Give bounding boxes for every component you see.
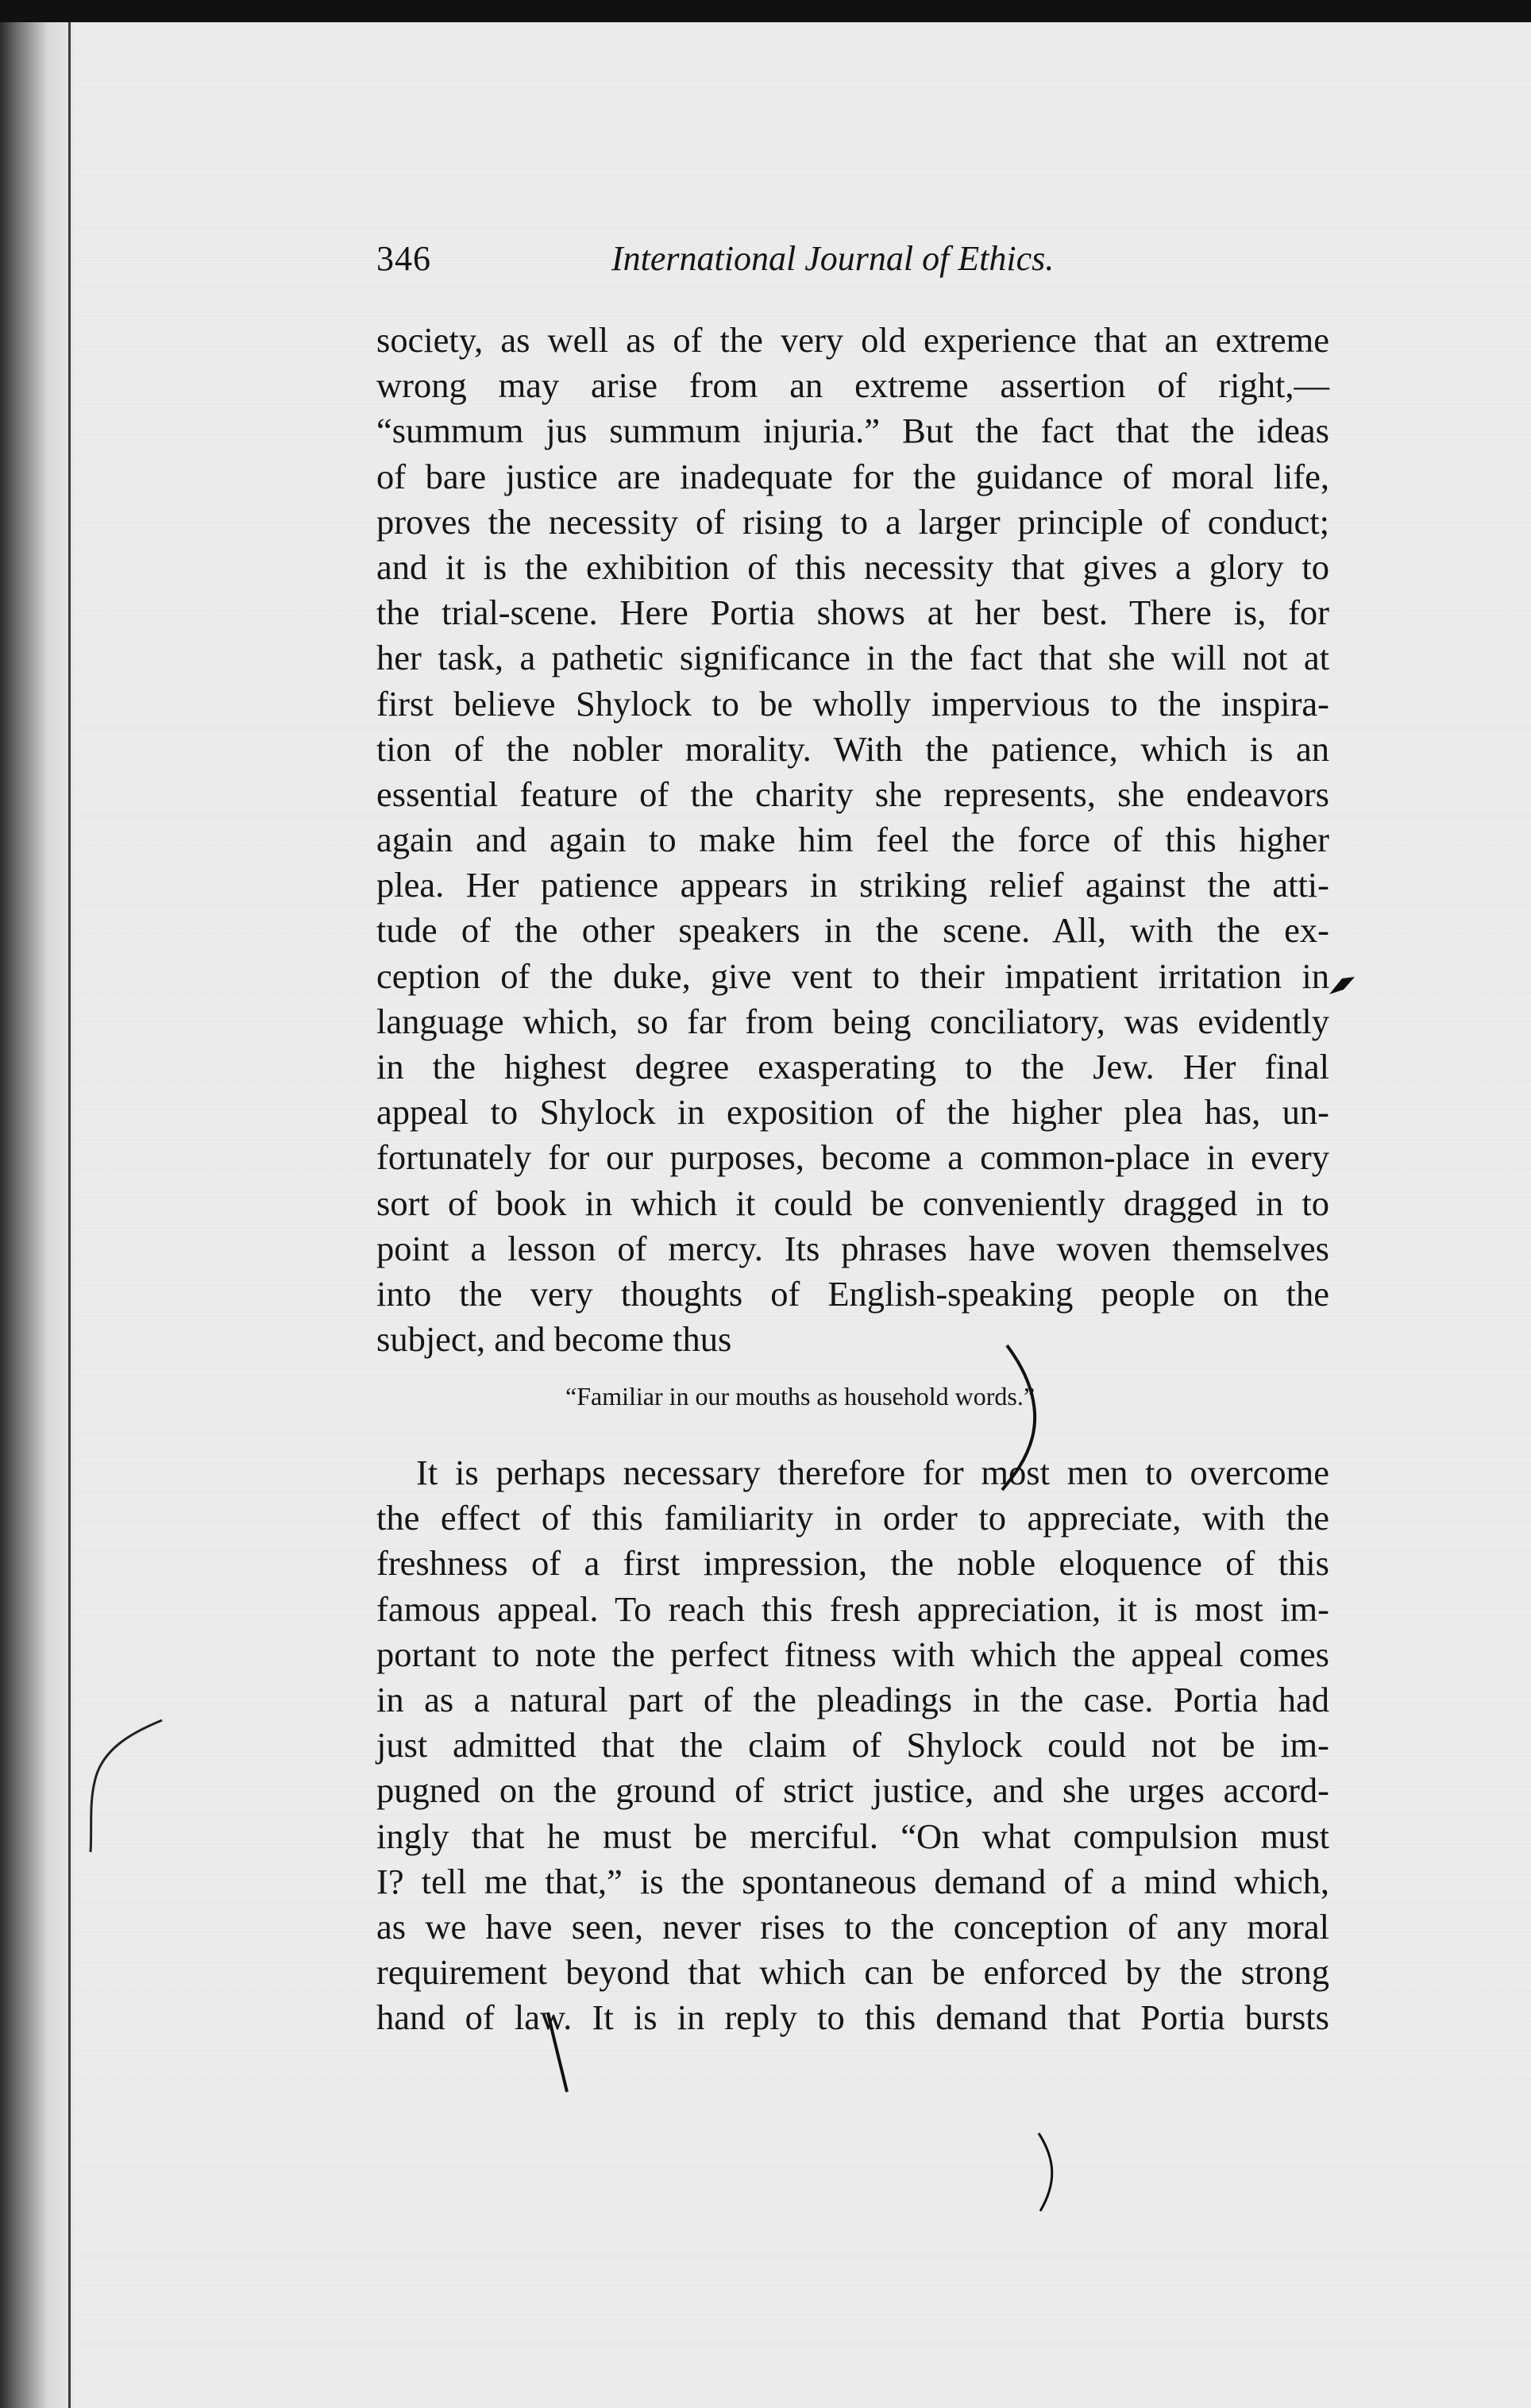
running-header — [376, 238, 1345, 294]
text-line: appeal to Shylock in exposition of the higher plea has, un- — [376, 1092, 1329, 1133]
text-line: proves the necessity of rising to a larger principle of conduct; — [376, 501, 1329, 542]
text-line: again and again to make him feel the force of this higher — [376, 820, 1329, 860]
text-line: famous appeal. To reach this fresh appreciation, it is most im- — [376, 1588, 1329, 1629]
text-line: the effect of this familiarity in order to appreciate, with the — [376, 1498, 1329, 1538]
text-line: just admitted that the claim of Shylock could not be im- — [376, 1725, 1329, 1765]
scan-top-border — [0, 0, 1531, 22]
text-line: hand of law. It is in reply to this demand that Portia bursts — [376, 1997, 1329, 2038]
text-line: language which, so far from being conciliatory, was evidently — [376, 1001, 1329, 1041]
text-line: into the very thoughts of English-speaking people on the — [376, 1273, 1329, 1314]
text-line: I? tell me that,” is the spontaneous demand of a mind which, — [376, 1861, 1329, 1901]
text-line: freshness of a first impression, the noble eloquence of this — [376, 1543, 1329, 1584]
text-line: in the highest degree exasperating to the Jew. Her final — [376, 1047, 1329, 1086]
paragraph-1 — [376, 318, 1329, 1362]
text-line: point a lesson of mercy. Its phrases have woven themselves — [376, 1228, 1329, 1268]
text-line: subject, and become thus — [376, 1319, 732, 1360]
block-quote: “Familiar in our mouths as household words.” — [565, 1382, 1035, 1410]
text-line: essential feature of the charity she represents, she endeavors — [376, 774, 1329, 814]
text-line: as we have seen, never rises to the conception of any moral — [376, 1906, 1329, 1947]
text-line: plea. Her patience appears in striking relief against the atti- — [376, 865, 1329, 905]
text-line: ingly that he must be merciful. “On what compulsion must — [376, 1816, 1329, 1856]
text-line: sort of book in which it could be conveniently dragged in to — [376, 1183, 1329, 1223]
text-line: tude of the other speakers in the scene. All, with the ex- — [376, 910, 1329, 951]
text-line: ception of the duke, give vent to their impatient irritation in — [376, 955, 1329, 996]
journal-title: International Journal of Ethics. — [611, 239, 1055, 278]
text-line: wrong may arise from an extreme assertion of right,— — [376, 365, 1329, 406]
text-line: first believe Shylock to be wholly impervious to the inspira- — [376, 683, 1329, 724]
text-line: and it is the exhibition of this necessity that gives a glory to — [376, 546, 1329, 587]
page-number: 346 — [376, 239, 431, 278]
text-line: her task, a pathetic significance in the fact that she will not at — [376, 638, 1329, 678]
text-line: society, as well as of the very old experience that an extreme — [376, 320, 1329, 360]
paragraph-2 — [376, 1450, 1329, 2040]
text-line: It is perhaps necessary therefore for most men to overcome — [416, 1453, 1329, 1492]
text-line: pugned on the ground of strict justice, and she urges accord- — [376, 1770, 1329, 1811]
text-line: in as a natural part of the pleadings in the case. Portia had — [376, 1679, 1329, 1719]
text-line: tion of the nobler morality. With the patience, which is an — [376, 728, 1329, 769]
text-line: “summum jus summum injuria.” But the fact that the ideas — [376, 411, 1329, 451]
text-line: the trial-scene. Here Portia shows at her best. There is, for — [376, 592, 1329, 633]
text-line: of bare justice are inadequate for the guidance of moral life, — [376, 456, 1329, 496]
scan-left-margin — [0, 22, 73, 2408]
page-edge-line — [68, 22, 71, 2408]
text-line: fortunately for our purposes, become a common-place in every — [376, 1137, 1329, 1178]
text-line: portant to note the perfect fitness with which the appeal comes — [376, 1634, 1329, 1674]
text-line: requirement beyond that which can be enforced by the strong — [376, 1952, 1329, 1993]
